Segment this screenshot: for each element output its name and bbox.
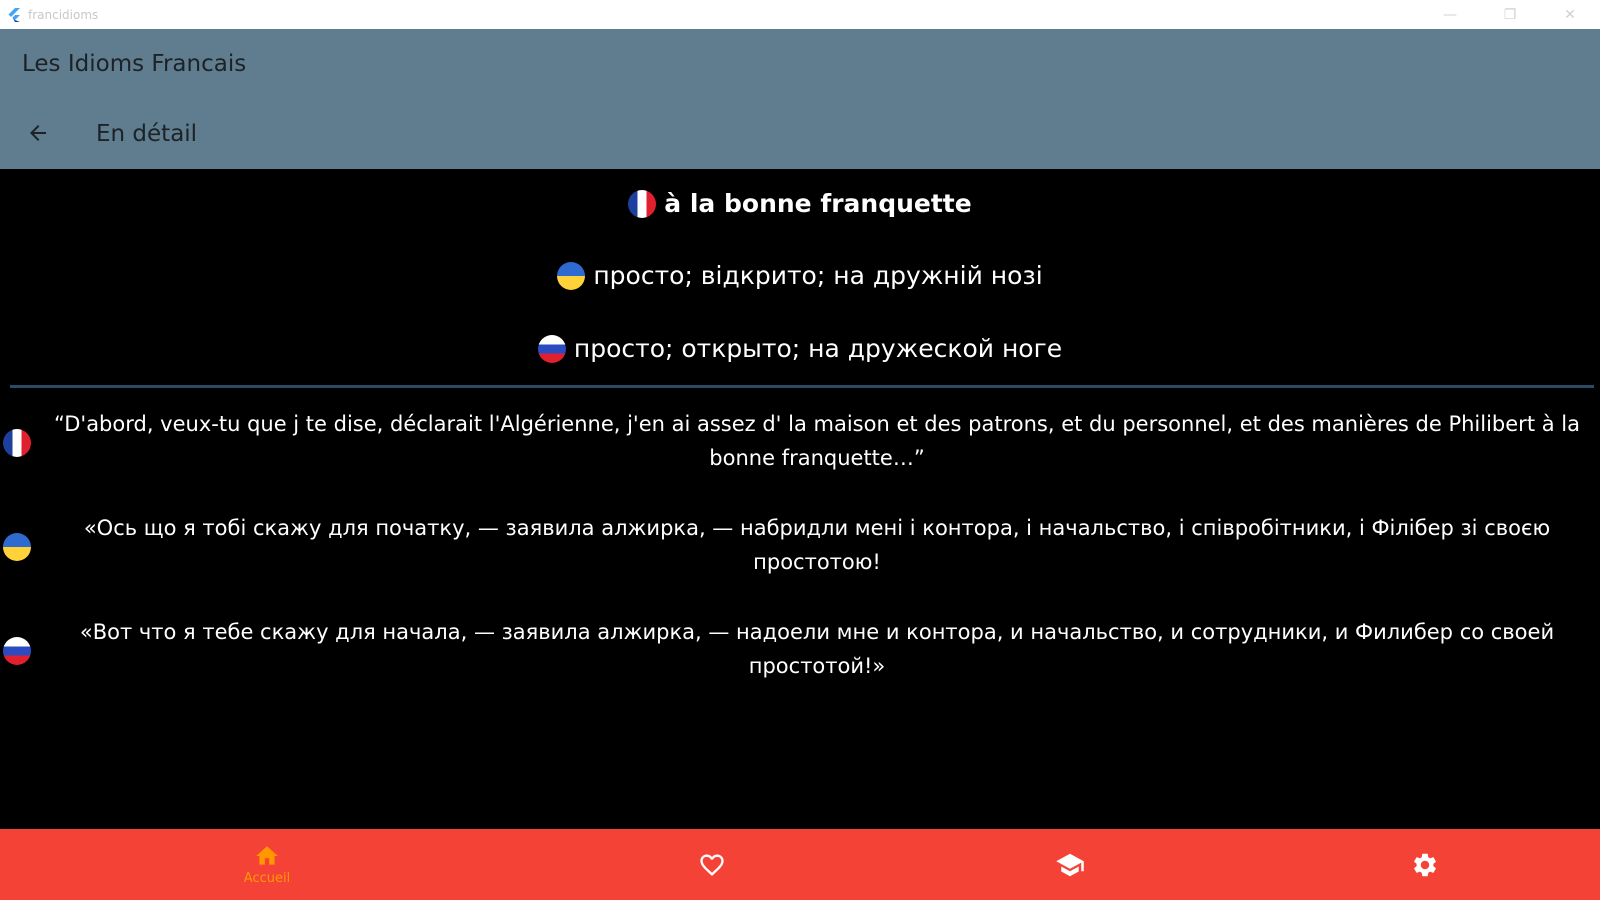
idiom-ukrainian <box>0 261 1600 290</box>
divider <box>10 385 1594 388</box>
window-title: francidioms <box>28 7 99 22</box>
bottom-navigation <box>0 829 1600 900</box>
idiom-detail <box>0 169 1600 829</box>
example-russian-text: «Вот что я тебе скажу для начала, — заявила алжирка, — надоели мне и контора, и начальство, и сотрудники, и Филибер со своей простотой!» <box>79 620 1555 678</box>
heart-icon <box>698 851 726 879</box>
page-title: En détail <box>96 121 198 147</box>
window-controls <box>1420 0 1600 29</box>
example-russian <box>0 615 1600 695</box>
russia-flag-icon <box>3 637 31 665</box>
idiom-ukrainian-text: просто; відкрито; на дружній нозі <box>593 261 1043 290</box>
minimize-button[interactable]: — <box>1443 6 1457 23</box>
idiom-french <box>0 189 1600 218</box>
home-icon <box>254 843 280 869</box>
app-title: Les Idioms Francais <box>22 51 247 77</box>
idiom-russian-text: просто; открыто; на дружеской ноге <box>573 334 1063 363</box>
close-button[interactable]: ✕ <box>1564 6 1576 23</box>
france-flag-icon <box>3 429 31 457</box>
idiom-russian <box>0 334 1600 363</box>
gear-icon <box>1411 851 1439 879</box>
flutter-app-icon <box>6 7 22 23</box>
window-titlebar <box>0 0 1600 29</box>
maximize-button[interactable]: ❐ <box>1503 6 1517 23</box>
idiom-french-text: à la bonne franquette <box>664 189 972 218</box>
graduation-cap-icon <box>1055 850 1085 880</box>
example-french-text: “D'abord, veux-tu que j te dise, déclarait l'Algérienne, j'en ai assez d' la maison et des patrons, et du personnel, et des manières de Philibert à la bonne franquette…” <box>54 412 1580 470</box>
ukraine-flag-icon <box>3 533 31 561</box>
nav-favorites[interactable] <box>652 829 772 900</box>
nav-home[interactable] <box>207 829 327 900</box>
back-button[interactable] <box>22 117 54 149</box>
app-bar <box>0 29 1600 169</box>
example-ukrainian <box>0 511 1600 591</box>
russia-flag-icon <box>538 335 566 363</box>
example-french <box>0 407 1600 487</box>
ukraine-flag-icon <box>557 262 585 290</box>
france-flag-icon <box>628 190 656 218</box>
nav-learn[interactable] <box>1010 829 1130 900</box>
example-ukrainian-text: «Ось що я тобі скажу для початку, — заявила алжирка, — набридли мені і контора, і начальство, і співробітники, і Філібер зі своєю простотою! <box>83 516 1551 574</box>
nav-home-label: Accueil <box>243 871 291 886</box>
arrow-left-icon <box>26 121 50 145</box>
nav-settings[interactable] <box>1365 829 1485 900</box>
